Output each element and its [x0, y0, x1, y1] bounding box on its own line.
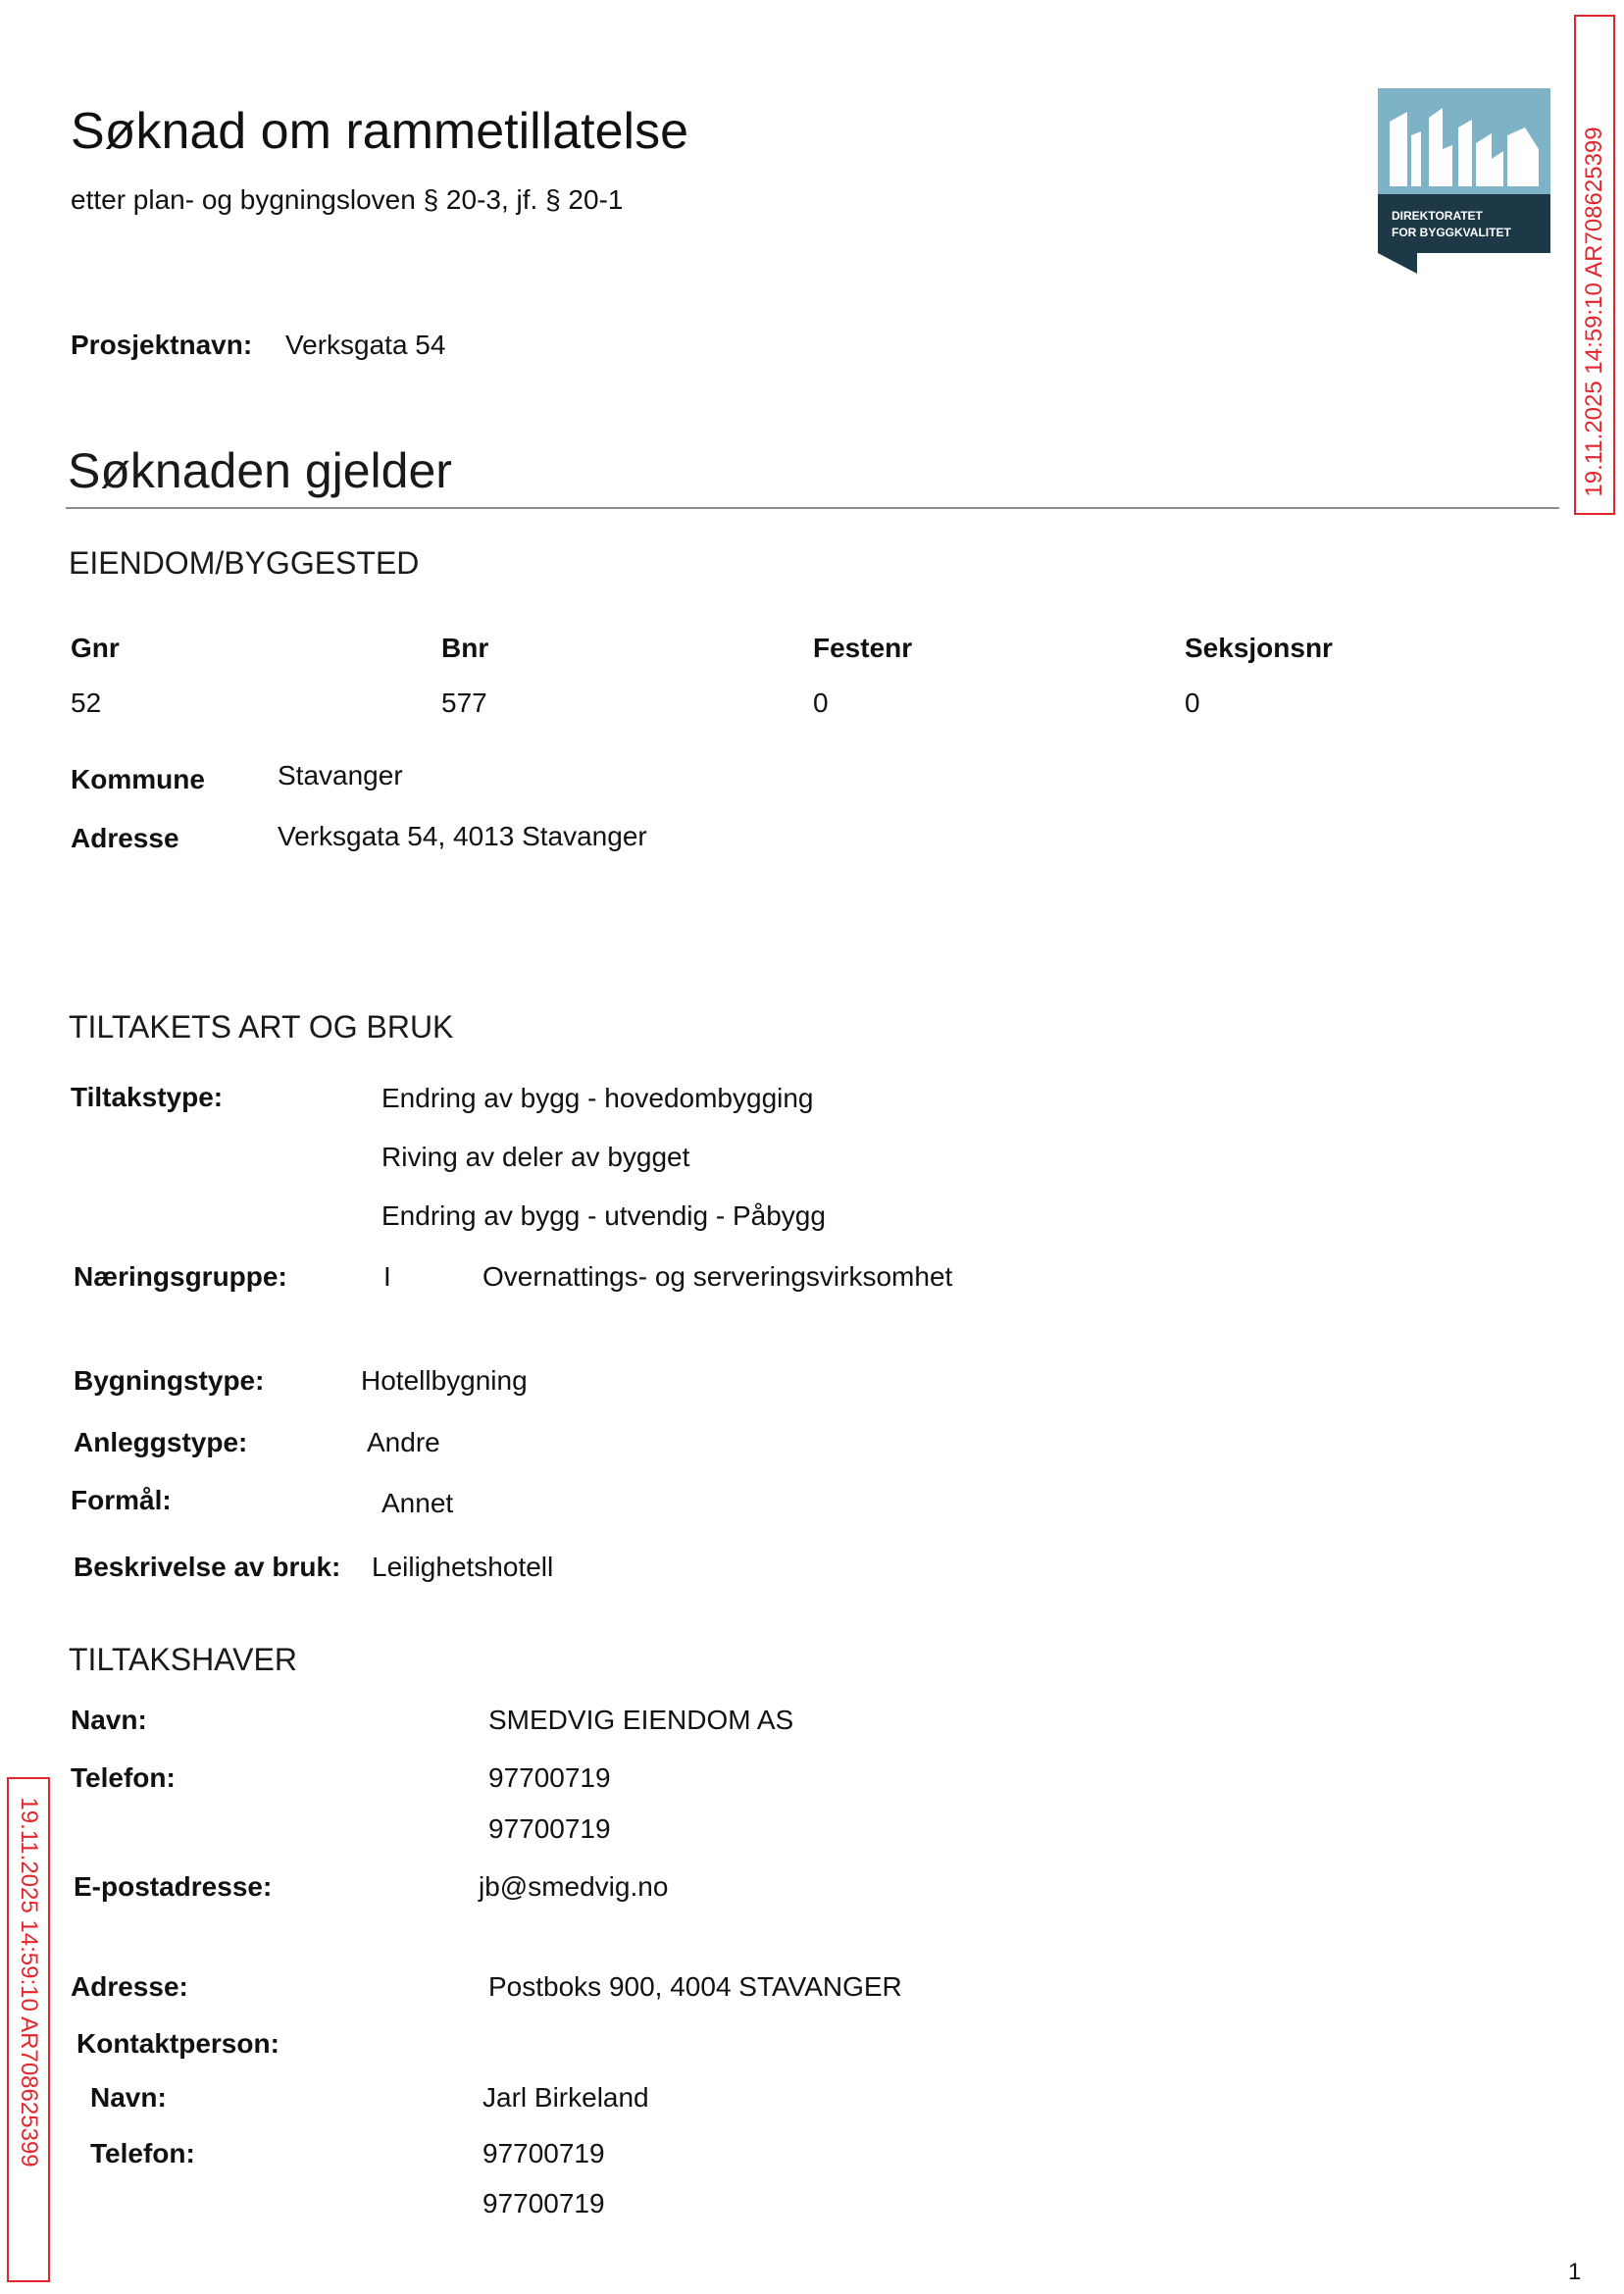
festenr-label: Festenr	[813, 633, 913, 663]
contact-person-label: Kontaktperson:	[76, 2028, 279, 2059]
anleggstype-label: Anleggstype:	[74, 1427, 248, 1457]
archive-stamp-text: 19.11.2025 14:59:10 AR708625399	[16, 1797, 42, 2167]
property-heading: EIENDOM/BYGGESTED	[69, 545, 420, 581]
tiltakstype-item: Riving av deler av bygget	[381, 1142, 690, 1172]
contact-phone-label: Telefon:	[90, 2138, 195, 2168]
logo-dark-panel	[1378, 194, 1550, 253]
contact-phone: 97700719	[482, 2188, 605, 2218]
adresse-value: Verksgata 54, 4013 Stavanger	[278, 821, 647, 851]
applicant-phone-label: Telefon:	[71, 1762, 176, 1793]
document-subtitle: etter plan- og bygningsloven § 20-3, jf. § 20-1	[71, 184, 624, 215]
page-number: 1	[1568, 2259, 1582, 2285]
logo-pennant	[1378, 253, 1417, 274]
beskrivelse-label: Beskrivelse av bruk:	[74, 1552, 341, 1582]
gnr-value: 52	[71, 688, 102, 718]
applicant-phone: 97700719	[488, 1762, 611, 1793]
beskrivelse-value: Leilighetshotell	[372, 1552, 554, 1582]
logo-line-1: DIREKTORATET	[1392, 209, 1483, 223]
contact-phone: 97700719	[482, 2138, 605, 2168]
section-heading: Søknaden gjelder	[68, 443, 452, 498]
dibk-logo	[1378, 88, 1550, 274]
anleggstype-value: Andre	[367, 1427, 440, 1457]
logo-shape	[1390, 112, 1407, 186]
tiltakstype-item: Endring av bygg - utvendig - Påbygg	[381, 1200, 826, 1231]
project-name: Verksgata 54	[285, 330, 446, 360]
formal-value: Annet	[381, 1488, 454, 1518]
heading-rule	[66, 507, 1559, 509]
logo-shape	[1411, 131, 1421, 186]
document-title: Søknad om rammetillatelse	[71, 103, 688, 160]
naeringsgruppe-label: Næringsgruppe:	[74, 1261, 287, 1292]
formal-label: Formål:	[71, 1485, 172, 1515]
seksjonsnr-label: Seksjonsnr	[1185, 633, 1333, 663]
adresse-label: Adresse	[71, 823, 179, 853]
kommune-value: Stavanger	[278, 760, 403, 790]
contact-name: Jarl Birkeland	[482, 2082, 649, 2113]
archive-stamp	[1574, 15, 1615, 515]
gnr-label: Gnr	[71, 633, 120, 663]
logo-line-2: FOR BYGGKVALITET	[1392, 226, 1511, 239]
project-label: Prosjektnavn:	[71, 330, 253, 360]
bnr-label: Bnr	[441, 633, 489, 663]
tiltakstype-item: Endring av bygg - hovedombygging	[381, 1083, 814, 1113]
applicant-email: jb@smedvig.no	[479, 1871, 669, 1902]
naeringsgruppe-code: I	[383, 1261, 391, 1292]
festenr-value: 0	[813, 688, 829, 718]
bygningstype-value: Hotellbygning	[361, 1365, 528, 1396]
applicant-address-label: Adresse:	[71, 1971, 188, 2002]
archive-stamp-text: 19.11.2025 14:59:10 AR708625399	[1581, 127, 1607, 497]
contact-name-label: Navn:	[90, 2082, 167, 2113]
archive-stamp	[7, 1777, 50, 2282]
applicant-address: Postboks 900, 4004 STAVANGER	[488, 1971, 902, 2002]
kommune-label: Kommune	[71, 764, 205, 794]
applicant-heading: TILTAKSHAVER	[69, 1642, 297, 1677]
measure-heading: TILTAKETS ART OG BRUK	[69, 1009, 454, 1045]
naeringsgruppe-value: Overnattings- og serveringsvirksomhet	[482, 1261, 953, 1292]
applicant-email-label: E-postadresse:	[74, 1871, 273, 1902]
applicant-name-label: Navn:	[71, 1705, 147, 1735]
seksjonsnr-value: 0	[1185, 688, 1200, 718]
bygningstype-label: Bygningstype:	[74, 1365, 265, 1396]
tiltakstype-label: Tiltakstype:	[71, 1082, 224, 1112]
logo-shape	[1458, 120, 1472, 186]
applicant-phone: 97700719	[488, 1813, 611, 1844]
applicant-name: SMEDVIG EIENDOM AS	[488, 1705, 794, 1735]
bnr-value: 577	[441, 688, 487, 718]
